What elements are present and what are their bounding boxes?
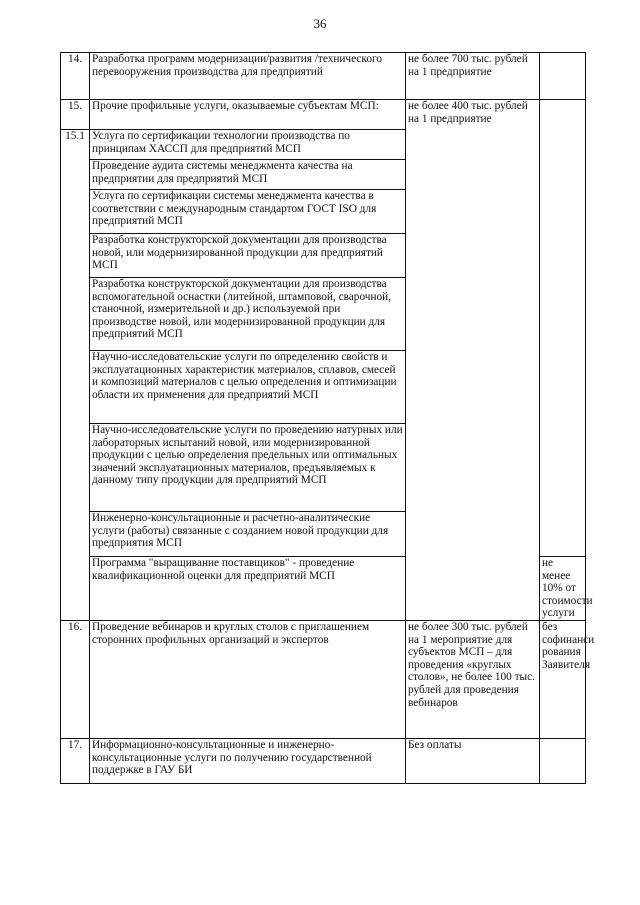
- row-number: 15.: [61, 100, 90, 130]
- row-number: 15.1: [61, 130, 90, 621]
- service-item: Услуга по сертификации системы менеджмента качества в соответствии с международным стандартом ГОСТ ISO для предприятий МСП: [90, 190, 406, 234]
- service-item: Услуга по сертификации технологии производства по принципам ХАССП для предприятий МСП: [90, 130, 406, 160]
- service-name: Прочие профильные услуги, оказываемые субъектам МСП:: [90, 100, 406, 130]
- service-item: Разработка конструкторской документации для производства новой, или модернизированной продукции для предприятий МСП: [90, 234, 406, 278]
- service-item: Инженерно-консультационные и расчетно-аналитические услуги (работы) связанные с созданием новой продукции для предприятия МСП: [90, 512, 406, 557]
- service-item: Научно-исследовательские услуги по проведению натурных или лабораторных испытаний новой, или модернизированной продукции с целью определения предельных или оптимальных значений эксплуатационных материалов, предъявляемых к данному типу продукции для предприятий МСП: [90, 424, 406, 512]
- page-number: 36: [313, 16, 327, 31]
- service-limit: Без оплаты: [406, 738, 540, 783]
- row-number: 14.: [61, 53, 90, 100]
- table-row-17: [61, 738, 586, 783]
- table-row-14: [61, 53, 586, 100]
- service-name: Проведение вебинаров и круглых столов с приглашением сторонних профильных организаций и экспертов: [90, 620, 406, 738]
- service-item: Научно-исследовательские услуги по определению свойств и эксплуатационных характеристик материалов, сплавов, смесей и композиций материалов с целью определения и оптимизации области их применения для предприятий МСП: [90, 351, 406, 424]
- cofinancing-cell: [540, 53, 586, 100]
- service-item: Программа "выращивание поставщиков" - проведение квалификационной оценки для предприятий МСП: [90, 557, 406, 621]
- service-limit: не более 700 тыс. рублей на 1 предприятие: [406, 53, 540, 100]
- service-limit: не более 400 тыс. рублей на 1 предприятие: [406, 100, 540, 621]
- service-name: Разработка программ модернизации/развития /технического перевооружения производства для предприятий: [90, 53, 406, 100]
- service-item: Разработка конструкторской документации для производства вспомогательной оснастки (литейной, штамповой, сварочной, станочной, измерительной и др.) используемой при производстве новой, или модернизированной продукции для предприятий МСП: [90, 278, 406, 351]
- cofinancing-cell: не менее 10% от стоимости услуги: [540, 557, 586, 621]
- services-table: [60, 52, 595, 784]
- table-row-15: [61, 100, 586, 130]
- service-item: Проведение аудита системы менеджмента качества на предприятии для предприятий МСП: [90, 160, 406, 190]
- service-limit: не более 300 тыс. рублей на 1 мероприятие для субъектов МСП – для проведения «круглых столов», не более 100 тыс. рублей для проведения вебинаров: [406, 620, 540, 738]
- row-number: 16.: [61, 620, 90, 738]
- row-number: 17.: [61, 738, 90, 783]
- service-name: Информационно-консультационные и инженерно-консультационные услуги по получению государственной поддержке в ГАУ БИ: [90, 738, 406, 783]
- table-row-16: [61, 620, 586, 738]
- cofinancing-cell: [540, 100, 586, 557]
- cofinancing-cell: без софинанси рования Заявителя: [540, 620, 586, 738]
- cofinancing-cell: [540, 738, 586, 783]
